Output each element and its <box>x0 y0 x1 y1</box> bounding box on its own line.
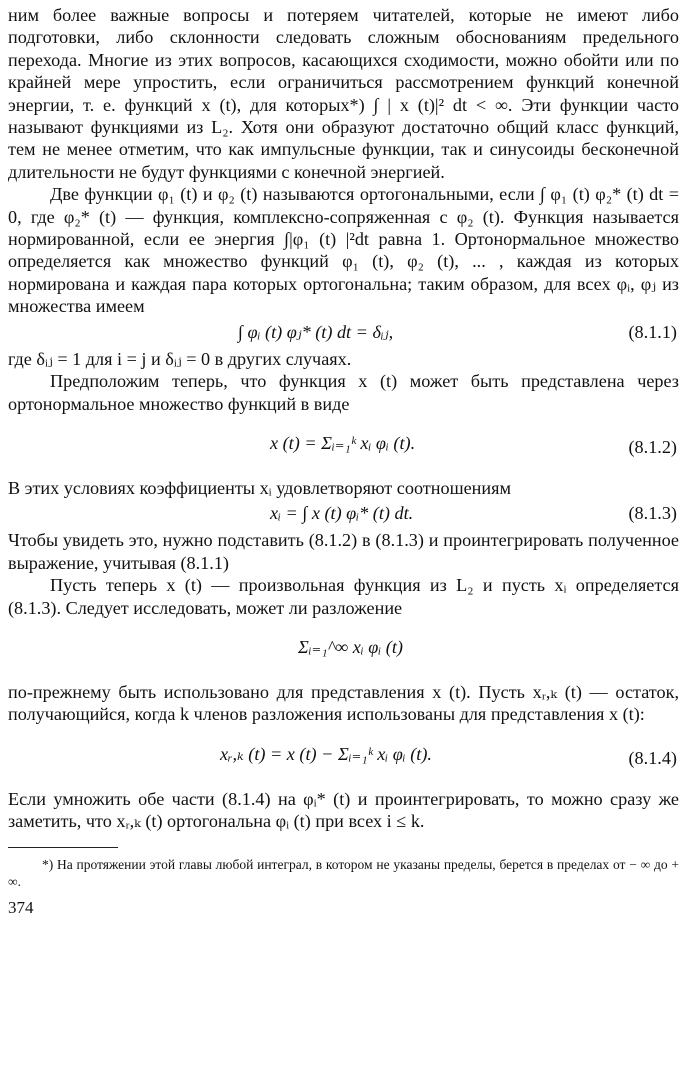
equation-number: (8.1.1) <box>628 321 677 342</box>
equation-body: xᵢ = ∫ x (t) φᵢ* (t) dt. <box>270 503 414 524</box>
paragraph-2: Две функции φ₁ (t) и φ₂ (t) называются ортогональными, если ∫ φ₁ (t) φ₂* (t) dt = 0, где φ₂* (t) — функция, комплексно-сопряженная с φ₂ (t). Функция называется нормированной, если ее энергия ∫|φ₁ (t) |²dt равна 1. Ортонормальное множество определяется как множество функций φ₁ (t), φ₂ (t), ... , каждая из которых нормирована и каждая пара которых ортогональна; таким образом, для всех φᵢ, φⱼ из множества имеем <box>8 184 679 317</box>
footnote-divider <box>8 847 118 848</box>
equation-number: (8.1.4) <box>628 747 677 768</box>
equation-number: (8.1.3) <box>628 503 677 524</box>
equation-body: x (t) = Σᵢ₌₁ᵏ xᵢ φᵢ (t). <box>270 432 416 453</box>
paragraph-4: Предположим теперь, что функция x (t) может быть представлена через ортонормальное множество функций в виде <box>8 371 679 414</box>
footnote: *) На протяжении этой главы любой интеграл, в котором не указаны пределы, берется в пределах от − ∞ до + ∞. <box>8 856 679 889</box>
equation-number: (8.1.2) <box>628 436 677 457</box>
equation-8-1-3 <box>8 499 679 529</box>
equation-body: ∫ φᵢ (t) φⱼ* (t) dt = δᵢⱼ, <box>238 321 394 342</box>
paragraph-5: В этих условиях коэффициенты xᵢ удовлетворяют соотношениям <box>8 477 512 498</box>
expansion-series <box>8 619 679 681</box>
paragraph-1: ним более важные вопросы и потеряем читателей, которые не имеют либо подготовки, либо склонности следовать сложным обоснованиям предельного перехода. Многие из этих вопросов, касающихся сходимости, можно обойти или по крайней мере упростить, если ограничиться рассмотрением функций конечной энергии, т. е. функций x (t), для которых*) ∫ | x (t)|² dt < ∞. Эти функции часто называют функциями из L₂. Хотя они образуют достаточно общий класс функций, тем не менее отметим, что как импульсные функции, так и синусоиды бесконечной длительности не будут функциями с конечной энергией. <box>8 5 679 182</box>
paragraph-3: где δᵢⱼ = 1 для i = j и δᵢⱼ = 0 в других случаях. <box>8 348 352 369</box>
paragraph-8: по-прежнему быть использовано для представления x (t). Пусть xᵣ,ₖ (t) — остаток, получающийся, когда k членов разложения использованы для представления x (t): <box>8 681 679 725</box>
equation-body: xᵣ,ₖ (t) = x (t) − Σᵢ₌₁ᵏ xᵢ φᵢ (t). <box>220 743 432 764</box>
paragraph-9: Если умножить обе части (8.1.4) на φᵢ* (t) и проинтегрировать, то можно сразу же заметить, что xᵣ,ₖ (t) ортогональна φᵢ (t) при всех i ≤ k. <box>8 788 679 832</box>
equation-body: Σᵢ₌₁^∞ xᵢ φᵢ (t) <box>298 636 403 657</box>
equation-8-1-4 <box>8 726 679 788</box>
paragraph-6: Чтобы увидеть это, нужно подставить (8.1.2) в (8.1.3) и проинтегрировать полученное выражение, учитывая (8.1.1) <box>8 530 679 573</box>
page-number: 374 <box>8 897 34 917</box>
book-page <box>8 4 679 918</box>
equation-8-1-2 <box>8 415 679 477</box>
equation-8-1-1 <box>8 318 679 348</box>
paragraph-7: Пусть теперь x (t) — произвольная функция из L₂ и пусть xᵢ определяется (8.1.3). Следует исследовать, может ли разложение <box>8 575 679 618</box>
